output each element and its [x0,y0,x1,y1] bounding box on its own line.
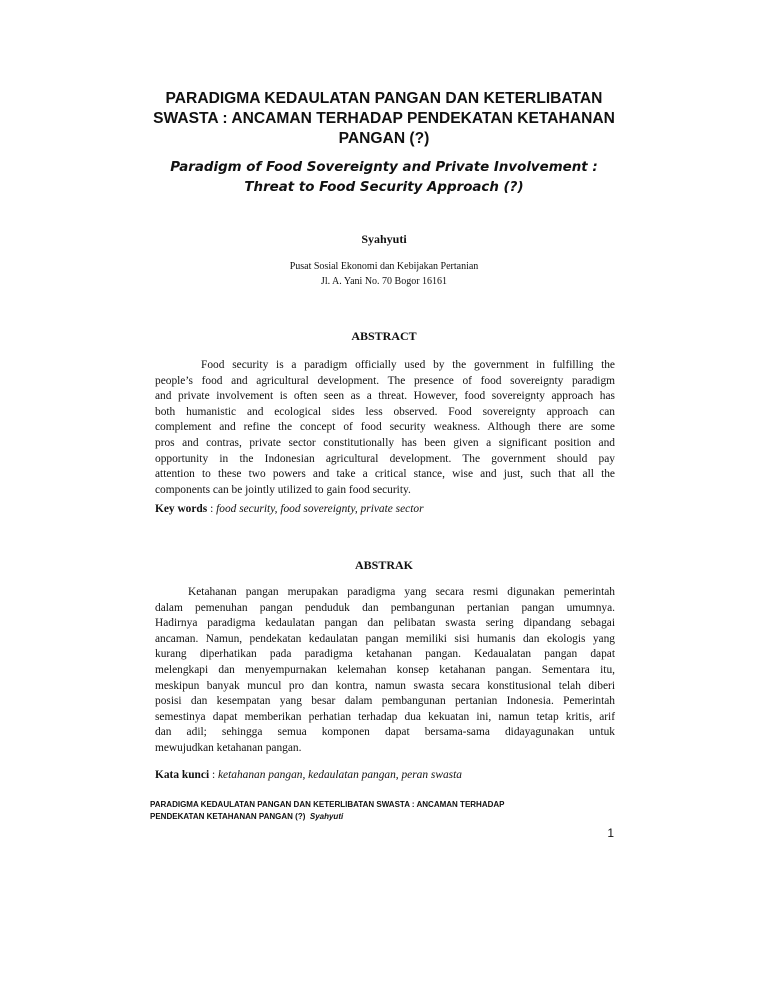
abstrak-line: mewujudkan ketahanan pangan. [155,741,302,754]
title-line: PANGAN (?) [338,130,430,147]
abstrak-line: ancaman. Namun, pendekatan kedaulatan pangan memiliki sisi humanis dan ekologis yang [155,632,615,645]
abstrak-line: dalam pemenuhan pangan penduduk dan pembangunan pertanian pangan umumnya. [155,601,615,614]
abstract-line: people’s food and agricultural development. The presence of food sovereignty paradigm [155,374,615,387]
footer-line: PENDEKATAN KETAHANAN PANGAN (?) [150,812,306,821]
abstract-line: attention to these two powers and take a critical stance, wise and just, such that all the [155,468,615,481]
abstract-line: opportunity in the Indonesian agricultural development. The government should pay [155,452,615,465]
footer-line: PARADIGMA KEDAULATAN PANGAN DAN KETERLIBATAN SWASTA : ANCAMAN TERHADAP [150,800,505,809]
affiliation-line: Jl. A. Yani No. 70 Bogor 16161 [320,276,448,287]
abstrak-line: semestinya dapat memberikan perhatian terhadap dua kekuatan ini, namun tetap kritis, arif [155,710,615,723]
abstrak-line: Hadirnya paradigma kedaulatan pangan dan pelibatan swasta sering dipandang sebagai [155,617,615,630]
kata-kunci-list: ketahanan pangan, kedaulatan pangan, peran swasta [218,769,462,781]
abstract-body [155,358,615,498]
abstrak-heading: ABSTRAK [354,558,413,572]
abstract-line: Food security is a paradigm officially used by the government in fulfilling the [201,359,615,371]
abstract-line: both humanistic and ecological sides less observed. Food sovereignty approach can [155,405,615,418]
keywords-label: Key words [155,503,208,515]
title-line: Paradigm of Food Sovereignty and Private Involvement : [170,160,598,175]
abstract-line: complement and refine the concept of food security weakness. Although there are some [155,421,615,434]
title-line: SWASTA : ANCAMAN TERHADAP PENDEKATAN KETAHANAN [153,110,615,127]
title-line: PARADIGMA KEDAULATAN PANGAN DAN KETERLIBATAN [165,90,603,107]
abstract-line: components can be jointly utilized to gain food security. [155,483,411,496]
abstrak-line: kurang diperhatikan pada paradigma ketahanan pangan. Kedaualatan pangan dapat [155,648,615,661]
footer-author: Syahyuti [309,812,344,821]
author-name: Syahyuti [361,232,407,246]
running-footer [150,799,505,823]
abstrak-body [155,585,615,757]
abstrak-line: posisi dan kesempatan yang besar dalam pembangunan pertanian Indonesia. Pemerintah [155,695,615,708]
abstrak-line: meskipun banyak muncul pro dan kontra, namun swasta secara konstitusional telah diberi [155,679,615,692]
abstract-line: and private involvement is often seen as a threat. However, food sovereignty approach has [155,390,615,403]
kata-kunci-label: Kata kunci [155,769,210,781]
author-affiliation [150,259,618,289]
abstract-keywords: Key words : food security, food sovereignty, private sector [155,503,424,515]
abstrak-line: dan adil; sehingga semua komponen dapat bersama-sama didayagunakan untuk [155,726,615,739]
paper-title-indonesian [150,89,618,149]
abstract-heading: ABSTRACT [351,329,417,343]
abstract-line: pros and contras, private sector constitutionally has been given a significant position and [155,436,615,449]
keywords-list: food security, food sovereignty, private sector [216,503,424,515]
affiliation-line: Pusat Sosial Ekonomi dan Kebijakan Pertanian [289,261,479,272]
abstrak-line: melengkapi dan menyempurnakan kelemahan konsep ketahanan pangan. Sementara itu, [155,663,615,676]
page-number: 1 [607,826,614,840]
title-line: Threat to Food Security Approach (?) [244,180,524,195]
abstrak-line: Ketahanan pangan merupakan paradigma yang secara resmi digunakan pemerintah [188,586,615,598]
paper-title-english [150,158,618,198]
abstrak-keywords: Kata kunci : ketahanan pangan, kedaulatan pangan, peran swasta [155,769,462,781]
